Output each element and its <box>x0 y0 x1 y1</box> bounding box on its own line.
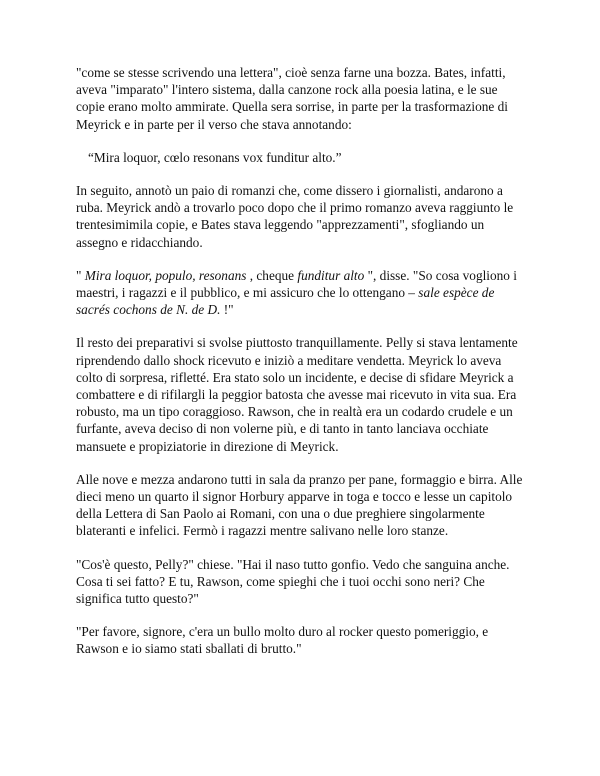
p4-mid-2: ", disse. "So cosa vogliono i maestri, i ragazzi e il pubblico, e mi assicuro che lo ottengano – <box>76 267 517 301</box>
p4-italic-latin: Mira loquor, populo, resonans <box>84 267 247 283</box>
paragraph-6: Alle nove e mezza andarono tutti in sala da pranzo per pane, formaggio e birra. Alle dieci meno un quarto il signor Horbury apparve in toga e tocco e lesse un capitolo della Lettera di San Paolo ai Romani, con una o due preghiere singolarmente blateranti e infelici. Fermò i ragazzi mentre salivano nelle loro stanze. <box>76 471 523 539</box>
p4-mid-1: , cheque <box>246 267 298 283</box>
paragraph-1: "come se stesse scrivendo una lettera", cioè senza farne una bozza. Bates, infatti, aveva "imparato" l'intero sistema, dalla canzone rock alla poesia latina, e le sue copie erano molto ammirate. Quella sera sorrise, in parte per la trasformazione di Meyrick e in parte per il verso che stava annotando: <box>76 65 508 132</box>
p4-open-quote: " <box>76 267 85 283</box>
document-page <box>76 64 526 674</box>
p4-italic-funditur: funditur alto <box>297 267 365 283</box>
paragraph-3: In seguito, annotò un paio di romanzi che, come dissero i giornalisti, andarono a ruba. Meyrick andò a trovarlo poco dopo che il primo romanzo aveva raggiunto le trentesimimila copie, e Bates stava leggendo "apprezzamenti", sfogliando un assegno e ridacchiando. <box>76 183 514 250</box>
p4-end: !" <box>220 302 234 318</box>
paragraph-4-mixed <box>76 267 526 319</box>
paragraph-7: "Cos'è questo, Pelly?" chiese. "Hai il naso tutto gonfio. Vedo che sanguina anche. Cosa ti sei fatto? E tu, Rawson, come spieghi che i tuoi occhi sono neri? Che significa tutto questo?" <box>76 556 510 607</box>
paragraph-5: Il resto dei preparativi si svolse piuttosto tranquillamente. Pelly si stava lentamente riprendendo dallo shock ricevuto e iniziò a meditare vendetta. Meyrick lo aveva colto di sorpresa, rifletté. Era stato solo un incidente, e decise di sfidare Meyrick a combattere e di rifilargli la peggior batosta che avesse mai ricevuto in vita sua. Era robusto, ma un tipo coraggioso. Rawson, che in realtà era un codardo crudele e un furfante, aveva deciso di non volerne più, e di tanto in tanto lanciava occhiate mansuete e propiziatorie in direzione di Meyrick. <box>76 335 518 454</box>
paragraph-8: "Per favore, signore, c'era un bullo molto duro al rocker questo pomeriggio, e Rawson e io siamo stati sballati di brutto." <box>76 624 489 657</box>
latin-quote: “Mira loquor, cœlo resonans vox funditur alto.” <box>88 149 342 165</box>
p4-italic-french: sale espèce de sacrés cochons de N. de D. <box>76 285 495 318</box>
